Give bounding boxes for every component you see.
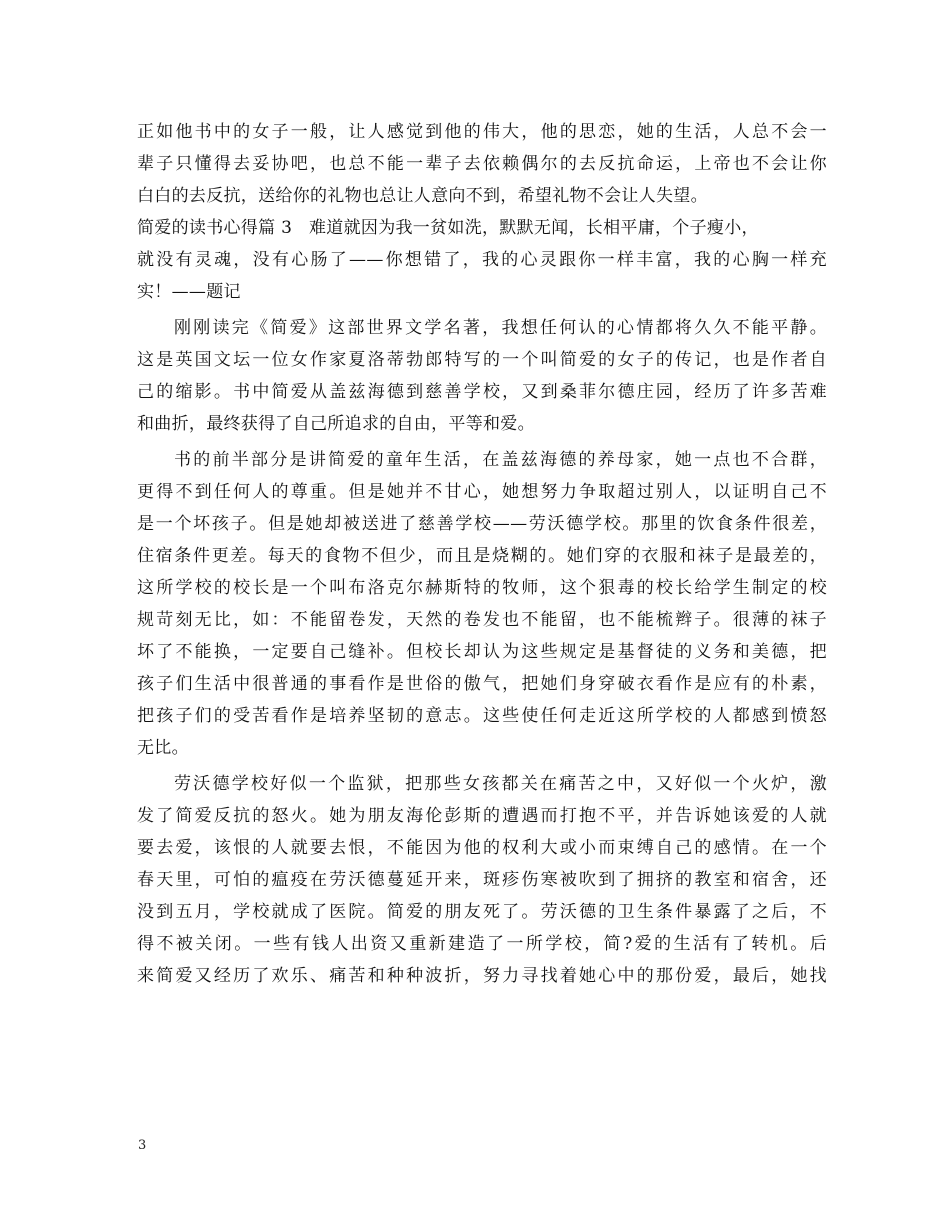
text-line: 孩子们生活中很普通的事看作是世俗的傲气，把她们身穿破衣看作是应有的朴素， <box>137 674 827 694</box>
text-line: 白白的去反抗，送给你的礼物也总让人意向不到，希望礼物不会让人失望。 <box>137 186 708 206</box>
text-line: 这所学校的校长是一个叫布洛克尔赫斯特的牧师，这个狠毒的校长给学生制定的校 <box>137 578 827 598</box>
paragraph <box>137 444 827 764</box>
page-number: 3 <box>138 1138 147 1153</box>
text-line: 坏了不能换，一定要自己缝补。但校长却认为这些规定是基督徒的义务和美德，把 <box>137 642 827 662</box>
text-line: 规苛刻无比，如：不能留卷发，天然的卷发也不能留，也不能梳辫子。很薄的袜子 <box>137 610 827 630</box>
section-heading: 简爱的读书心得篇 3 <box>137 218 293 238</box>
paragraph <box>137 768 827 992</box>
text-line: 住宿条件更差。每天的食物不但少，而且是烧糊的。她们穿的衣服和袜子是最差的， <box>137 546 827 566</box>
text-line: 无比。 <box>137 738 189 758</box>
text-line: 春天里，可怕的瘟疫在劳沃德蔓延开来，斑疹伤寒被吹到了拥挤的教室和宿舍，还 <box>137 870 827 890</box>
text-line: 正如他书中的女子一般，让人感觉到他的伟大，他的思恋，她的生活，人总不会一 <box>137 122 827 142</box>
text-line: 刚刚读完《简爱》这部世界文学名著，我想任何认的心情都将久久不能平静。 <box>174 318 827 338</box>
epigraph-text: 难道就因为我一贫如洗，默默无闻，长相平庸，个子瘦小， <box>309 218 759 238</box>
text-line: 把孩子们的受苦看作是培养坚韧的意志。这些使任何走近这所学校的人都感到愤怒 <box>137 706 827 726</box>
text-line: 是一个坏孩子。但是她却被送进了慈善学校——劳沃德学校。那里的饮食条件很差， <box>137 514 827 534</box>
text-line: 实！——题记 <box>137 282 241 302</box>
text-line <box>137 212 827 244</box>
text-line: 辈子只懂得去妥协吧，也总不能一辈子去依赖偶尔的去反抗命运，上帝也不会让你 <box>137 154 827 174</box>
paragraph <box>137 212 827 308</box>
paragraph <box>137 116 827 212</box>
text-line: 这是英国文坛一位女作家夏洛蒂勃郎特写的一个叫简爱的女子的传记，也是作者自 <box>137 350 827 370</box>
text-line: 得不被关闭。一些有钱人出资又重新建造了一所学校，简?爱的生活有了转机。后 <box>137 934 827 954</box>
paragraph <box>137 312 827 440</box>
text-line: 没到五月，学校就成了医院。简爱的朋友死了。劳沃德的卫生条件暴露了之后，不 <box>137 902 827 922</box>
text-line: 书的前半部分是讲简爱的童年生活，在盖兹海德的养母家，她一点也不合群， <box>174 450 827 470</box>
text-line: 就没有灵魂，没有心肠了——你想错了，我的心灵跟你一样丰富，我的心胸一样充 <box>137 250 827 270</box>
text-line: 发了简爱反抗的怒火。她为朋友海伦彭斯的遭遇而打抱不平，并告诉她该爱的人就 <box>137 806 827 826</box>
text-line: 来简爱又经历了欢乐、痛苦和种种波折，努力寻找着她心中的那份爱，最后，她找 <box>137 966 827 986</box>
text-line: 和曲折，最终获得了自己所追求的自由，平等和爱。 <box>137 414 535 434</box>
text-line: 要去爱，该恨的人就要去恨，不能因为他的权利大或小而束缚自己的感情。在一个 <box>137 838 827 858</box>
text-line: 更得不到任何人的尊重。但是她并不甘心，她想努力争取超过别人，以证明自己不 <box>137 482 827 502</box>
body-text <box>137 116 827 992</box>
text-line: 己的缩影。书中简爱从盖兹海德到慈善学校，又到桑菲尔德庄园，经历了许多苦难 <box>137 382 827 402</box>
text-line: 劳沃德学校好似一个监狱，把那些女孩都关在痛苦之中，又好似一个火炉，激 <box>174 774 827 794</box>
